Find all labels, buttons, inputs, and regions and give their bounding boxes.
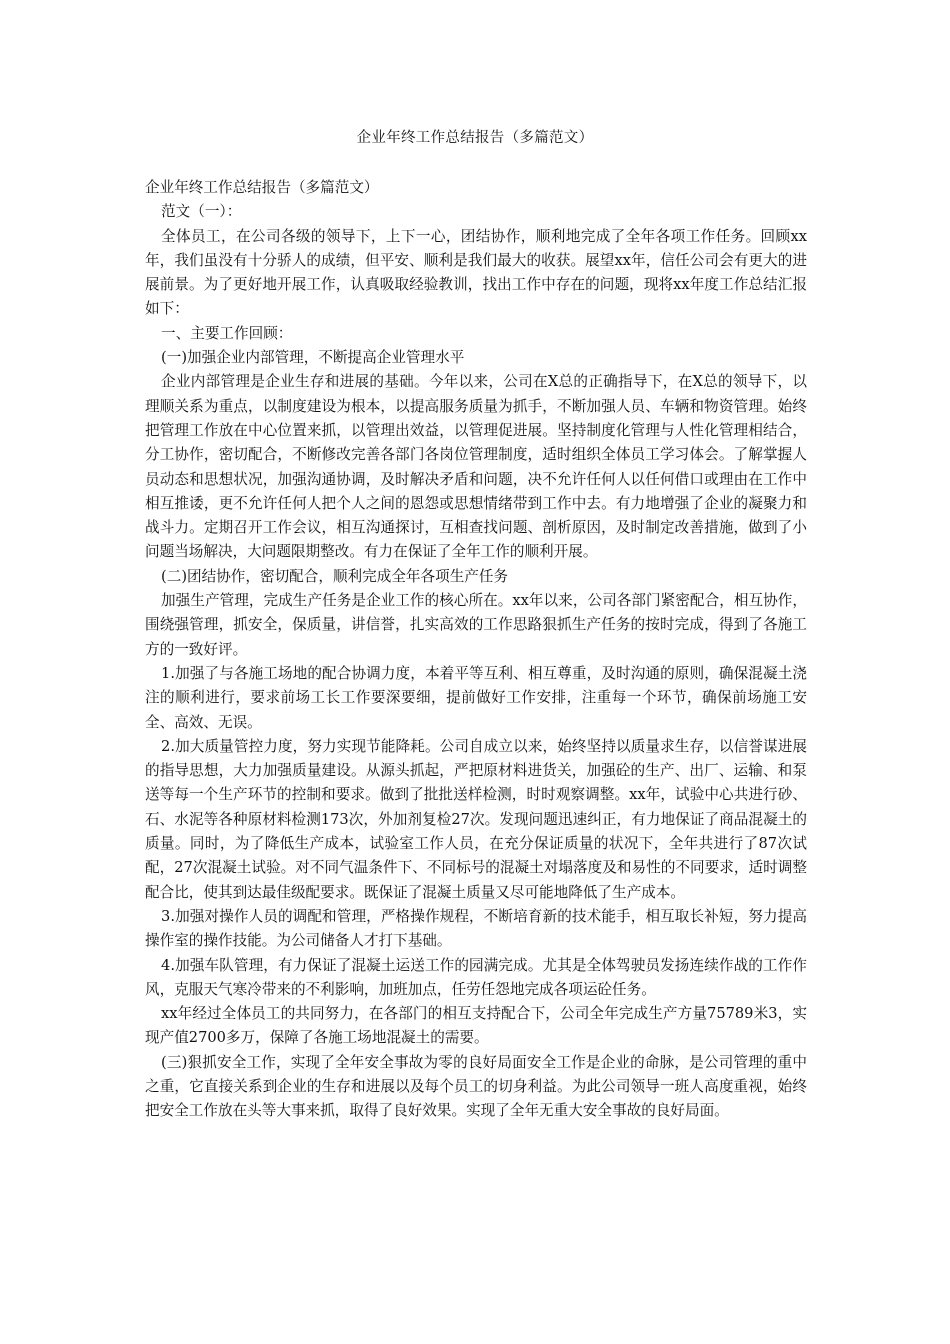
paragraph: (二)团结协作，密切配合，顺利完成全年各项生产任务 (161, 567, 509, 585)
paragraph: (一)加强企业内部管理，不断提高企业管理水平 (161, 349, 465, 367)
paragraph: 1.加强了与各施工场地的配合协调力度，本着平等互利、相互尊重，及时沟通的原则，确保混凝土浇注的顺利进行，要求前场工长工作要深要细，提前做好工作安排，注重每一个环节，确保前场施工安全、高效、无误。 (145, 664, 807, 731)
paragraph: (三)狠抓安全工作，实现了全年安全事故为零的良好局面安全工作是企业的命脉，是公司管理的重中之重，它直接关系到企业的生存和进展以及每个员工的切身利益。为此公司领导一班人高度重视，始终把安全工作放在头等大事来抓，取得了良好效果。实现了全年无重大安全事故的良好局面。 (145, 1053, 807, 1120)
paragraph: 加强生产管理，完成生产任务是企业工作的核心所在。xx年以来，公司各部门紧密配合，相互协作，围绕强管理，抓安全，保质量，讲信誉，扎实高效的工作思路狠抓生产任务的按时完成，得到了各施工方的一致好评。 (145, 592, 807, 658)
paragraph: 企业年终工作总结报告（多篇范文） (145, 179, 379, 196)
paragraph: 4.加强车队管理，有力保证了混凝土运送工作的园满完成。尤其是全体驾驶员发扬连续作战的工作作风，克服天气寒冷带来的不利影响，加班加点，任劳任怨地完成各项运砼任务。 (145, 956, 807, 998)
paragraph: 2.加大质量管控力度，努力实现节能降耗。公司自成立以来，始终坚持以质量求生存，以信誉谋进展的指导思想，大力加强质量建设。从源头抓起，严把原材料进货关，加强砼的生产、出厂、运输、和泵送等每一个生产环节的控制和要求。做到了批批送样检测，时时观察调整。xx年，试验中心共进行砂、石、水泥等各种原材料检测173次，外加剂复检27次。发现问题迅速纠正，有力地保证了商品混凝土的质量。同时，为了降低生产成本，试验室工作人员，在充分保证质量的状况下，全年共进行了87次试配，27次混凝土试验。对不同气温条件下、不同标号的混凝土对塌落度及和易性的不同要求，适时调整配合比，使其到达最佳级配要求。既保证了混凝土质量又尽可能地降低了生产成本。 (145, 737, 807, 901)
paragraph: 范文（一）： (161, 203, 242, 221)
paragraph: 一、主要工作回顾： (161, 324, 293, 342)
paragraph: 全体员工，在公司各级的领导下，上下一心，团结协作，顺利地完成了全年各项工作任务。回顾xx年，我们虽没有十分骄人的成绩，但平安、顺利是我们最大的收获。展望xx年，信任公司会有更大的进展前景。为了更好地开展工作，认真吸取经验教训，找出工作中存在的问题，现将xx年度工作总结汇报如下： (145, 227, 807, 318)
document-body (145, 176, 807, 1124)
document-title: 企业年终工作总结报告（多篇范文） (356, 130, 594, 146)
paragraph: 企业内部管理是企业生存和进展的基础。今年以来，公司在X总的正确指导下，在X总的领导下，以理顺关系为重点，以制度建设为根本，以提高服务质量为抓手，不断加强人员、车辆和物资管理。始终把管理工作放在中心位置来抓，以管理出效益，以管理促进展。坚持制度化管理与人性化管理相结合，分工协作，密切配合，不断修改完善各部门各岗位管理制度，适时组织全体员工学习体会。了解掌握人员动态和思想状况，加强沟通协调，及时解决矛盾和问题，决不允许任何人以任何借口或理由在工作中相互推诿，更不允许任何人把个人之间的恩怨或思想情绪带到工作中去。有力地增强了企业的凝聚力和战斗力。定期召开工作会议，相互沟通探讨，互相查找问题、剖析原因，及时制定改善措施，做到了小问题当场解决，大问题限期整改。有力在保证了全年工作的顺利开展。 (145, 373, 807, 561)
paragraph: xx年经过全体员工的共同努力，在各部门的相互支持配合下，公司全年完成生产方量75789米3，实现产值2700多万，保障了各施工场地混凝土的需要。 (145, 1005, 807, 1047)
paragraph: 3.加强对操作人员的调配和管理，严格操作规程，不断培育新的技术能手，相互取长补短，努力提高操作室的操作技能。为公司储备人才打下基础。 (145, 907, 807, 950)
